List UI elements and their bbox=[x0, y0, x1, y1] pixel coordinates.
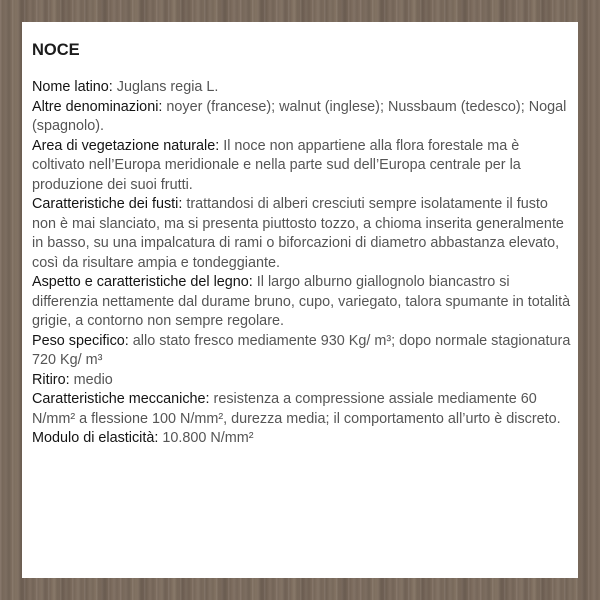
field-label: Area di vegetazione naturale: bbox=[32, 137, 220, 154]
field-value: noyer (francese); walnut (inglese); Nussbaum (tedesco); Nogal (spagnolo). bbox=[32, 98, 567, 134]
field-value: Juglans regia L. bbox=[112, 79, 219, 95]
field-value: Il largo alburno giallognolo biancastro si differenzia nettamente dal durame bruno, cupo, variegato, talora spumante in totalità grigie, a contorno non sempre regolare. bbox=[32, 274, 571, 329]
field-label: Aspetto e caratteristiche del legno: bbox=[32, 274, 253, 290]
field-aspetto-legno bbox=[32, 273, 572, 332]
field-label: Altre denominazioni: bbox=[32, 98, 163, 115]
field-label: Caratteristiche meccaniche: bbox=[32, 391, 210, 407]
field-altre-denominazioni bbox=[32, 98, 572, 137]
field-caratteristiche-fusti bbox=[32, 195, 572, 273]
field-nome-latino bbox=[32, 78, 572, 98]
field-label: Nome latino: bbox=[32, 79, 113, 95]
field-caratteristiche-meccaniche bbox=[32, 390, 572, 429]
page-title: NOCE bbox=[32, 41, 80, 59]
field-ritiro bbox=[32, 371, 572, 391]
field-value: allo stato fresco mediamente 930 Kg/ m³; dopo normale stagionatura 720 Kg/ m³ bbox=[32, 332, 571, 368]
info-card bbox=[22, 22, 578, 578]
field-value: Il noce non appartiene alla flora forestale ma è coltivato nell’Europa meridionale e nella parte sud dell’Europa centrale per la produzione dei suoi frutti. bbox=[32, 137, 521, 193]
field-value: trattandosi di alberi cresciuti sempre isolatamente il fusto non è mai slanciato, ma si presenta piuttosto tozzo, a chioma inserita generalmente in basso, su una impalcatura di rami o biforcazioni di diametro abbastanza elevato, così da risultare ampia e tondeggiante. bbox=[32, 196, 564, 271]
field-area-vegetazione bbox=[32, 137, 572, 196]
field-value: resistenza a compressione assiale mediamente 60 N/mm² a flessione 100 N/mm², durezza media; il comportamento all’urto è discreto. bbox=[32, 391, 561, 427]
field-label: Peso specifico: bbox=[32, 332, 129, 349]
field-label: Modulo di elasticità: bbox=[32, 430, 159, 446]
field-label: Caratteristiche dei fusti: bbox=[32, 196, 183, 212]
field-value: 10.800 N/mm² bbox=[158, 430, 254, 446]
field-modulo-elasticita bbox=[32, 429, 572, 449]
field-label: Ritiro: bbox=[32, 371, 70, 388]
field-value: medio bbox=[69, 371, 113, 388]
field-peso-specifico bbox=[32, 332, 572, 371]
